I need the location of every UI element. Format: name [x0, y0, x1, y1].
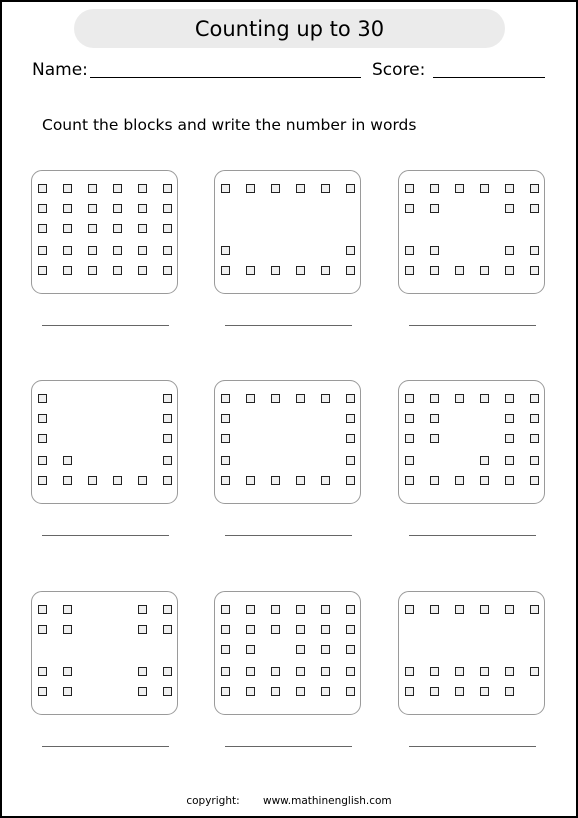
block-square	[505, 266, 514, 275]
block-square	[138, 667, 147, 676]
block-square	[346, 687, 355, 696]
answer-line[interactable]	[225, 535, 352, 536]
block-square	[138, 605, 147, 614]
block-square	[221, 605, 230, 614]
block-square	[221, 394, 230, 403]
block-square	[113, 476, 122, 485]
block-square	[430, 204, 439, 213]
block-square	[138, 204, 147, 213]
block-square	[505, 456, 514, 465]
block-square	[221, 687, 230, 696]
block-square	[246, 476, 255, 485]
block-square	[455, 605, 464, 614]
block-square	[246, 625, 255, 634]
block-square	[63, 266, 72, 275]
block-square	[163, 625, 172, 634]
block-square	[246, 645, 255, 654]
block-square	[163, 204, 172, 213]
block-square	[480, 266, 489, 275]
block-square	[38, 266, 47, 275]
block-square	[480, 394, 489, 403]
answer-line[interactable]	[225, 746, 352, 747]
block-square	[296, 184, 305, 193]
answer-line[interactable]	[409, 325, 536, 326]
block-square	[505, 687, 514, 696]
block-square	[138, 625, 147, 634]
block-square	[221, 456, 230, 465]
block-square	[430, 476, 439, 485]
block-square	[430, 414, 439, 423]
block-square	[321, 394, 330, 403]
block-square	[88, 476, 97, 485]
block-square	[38, 204, 47, 213]
block-square	[430, 394, 439, 403]
block-card	[31, 591, 178, 715]
block-square	[455, 184, 464, 193]
block-square	[530, 414, 539, 423]
block-square	[405, 414, 414, 423]
block-square	[38, 667, 47, 676]
block-square	[38, 476, 47, 485]
block-square	[221, 625, 230, 634]
block-square	[505, 605, 514, 614]
block-square	[221, 476, 230, 485]
block-square	[405, 394, 414, 403]
block-square	[346, 667, 355, 676]
block-card	[214, 380, 361, 504]
block-square	[346, 184, 355, 193]
block-square	[430, 184, 439, 193]
block-square	[271, 687, 280, 696]
block-square	[321, 687, 330, 696]
block-square	[346, 394, 355, 403]
name-line[interactable]	[90, 77, 361, 78]
block-square	[430, 434, 439, 443]
block-square	[246, 667, 255, 676]
block-square	[505, 414, 514, 423]
block-square	[113, 224, 122, 233]
block-square	[321, 605, 330, 614]
block-square	[530, 476, 539, 485]
block-square	[346, 414, 355, 423]
block-square	[38, 434, 47, 443]
block-square	[405, 184, 414, 193]
block-square	[405, 456, 414, 465]
block-square	[38, 394, 47, 403]
block-square	[221, 434, 230, 443]
block-square	[405, 266, 414, 275]
block-square	[138, 184, 147, 193]
block-square	[138, 687, 147, 696]
block-square	[530, 266, 539, 275]
block-square	[530, 184, 539, 193]
block-square	[271, 266, 280, 275]
block-square	[163, 456, 172, 465]
block-square	[321, 667, 330, 676]
block-square	[271, 184, 280, 193]
block-square	[430, 667, 439, 676]
block-square	[63, 476, 72, 485]
instruction-text: Count the blocks and write the number in words	[42, 116, 417, 134]
block-square	[530, 605, 539, 614]
block-square	[163, 605, 172, 614]
block-square	[221, 246, 230, 255]
block-square	[296, 394, 305, 403]
answer-line[interactable]	[409, 535, 536, 536]
block-square	[38, 414, 47, 423]
block-square	[271, 667, 280, 676]
block-square	[113, 266, 122, 275]
block-square	[296, 605, 305, 614]
block-card	[31, 380, 178, 504]
block-square	[455, 266, 464, 275]
block-square	[221, 184, 230, 193]
block-square	[321, 184, 330, 193]
block-square	[321, 266, 330, 275]
block-square	[296, 687, 305, 696]
block-card	[31, 170, 178, 294]
block-square	[113, 204, 122, 213]
block-square	[63, 687, 72, 696]
block-square	[405, 434, 414, 443]
footer	[0, 795, 578, 807]
block-square	[113, 246, 122, 255]
block-square	[405, 605, 414, 614]
block-square	[221, 645, 230, 654]
block-square	[221, 414, 230, 423]
block-square	[163, 434, 172, 443]
block-square	[480, 687, 489, 696]
block-square	[480, 667, 489, 676]
block-square	[88, 266, 97, 275]
block-square	[480, 184, 489, 193]
block-card	[398, 380, 545, 504]
block-square	[113, 184, 122, 193]
block-square	[346, 456, 355, 465]
block-square	[38, 184, 47, 193]
block-square	[505, 184, 514, 193]
block-square	[88, 224, 97, 233]
block-square	[455, 394, 464, 403]
block-square	[38, 605, 47, 614]
block-square	[163, 266, 172, 275]
block-square	[63, 667, 72, 676]
block-square	[271, 476, 280, 485]
block-square	[296, 266, 305, 275]
block-square	[530, 246, 539, 255]
block-square	[321, 476, 330, 485]
block-square	[163, 246, 172, 255]
block-square	[246, 687, 255, 696]
block-square	[480, 605, 489, 614]
block-square	[321, 625, 330, 634]
block-square	[163, 394, 172, 403]
block-square	[530, 667, 539, 676]
answer-line[interactable]	[42, 746, 169, 747]
block-square	[405, 204, 414, 213]
block-square	[346, 266, 355, 275]
block-square	[346, 645, 355, 654]
footer-copyright: copyright:	[186, 795, 240, 807]
block-square	[530, 434, 539, 443]
block-square	[163, 184, 172, 193]
block-square	[271, 394, 280, 403]
block-square	[63, 456, 72, 465]
block-square	[480, 476, 489, 485]
block-square	[530, 456, 539, 465]
block-square	[246, 605, 255, 614]
score-label: Score:	[372, 60, 426, 80]
block-square	[138, 266, 147, 275]
block-square	[63, 246, 72, 255]
block-square	[321, 645, 330, 654]
block-square	[455, 476, 464, 485]
block-card	[214, 170, 361, 294]
block-card	[398, 170, 545, 294]
block-square	[63, 625, 72, 634]
block-square	[296, 476, 305, 485]
block-square	[296, 645, 305, 654]
block-square	[505, 434, 514, 443]
block-square	[296, 667, 305, 676]
block-square	[63, 184, 72, 193]
block-square	[246, 184, 255, 193]
block-square	[63, 204, 72, 213]
name-label: Name:	[32, 60, 88, 80]
block-square	[138, 246, 147, 255]
block-square	[405, 687, 414, 696]
block-square	[88, 246, 97, 255]
block-square	[163, 687, 172, 696]
block-square	[346, 476, 355, 485]
block-square	[430, 605, 439, 614]
block-square	[246, 266, 255, 275]
answer-line[interactable]	[42, 535, 169, 536]
block-square	[346, 434, 355, 443]
block-square	[88, 204, 97, 213]
block-square	[163, 476, 172, 485]
block-square	[455, 687, 464, 696]
block-square	[505, 476, 514, 485]
worksheet-title: Counting up to 30	[74, 9, 505, 48]
block-square	[405, 667, 414, 676]
block-square	[163, 414, 172, 423]
block-square	[530, 204, 539, 213]
block-square	[296, 625, 305, 634]
answer-line[interactable]	[409, 746, 536, 747]
block-square	[38, 246, 47, 255]
answer-line[interactable]	[42, 325, 169, 326]
block-square	[163, 667, 172, 676]
block-square	[163, 224, 172, 233]
block-square	[346, 625, 355, 634]
block-square	[38, 625, 47, 634]
block-square	[221, 266, 230, 275]
block-square	[405, 246, 414, 255]
block-card	[398, 591, 545, 715]
block-square	[271, 605, 280, 614]
block-square	[405, 476, 414, 485]
block-square	[88, 184, 97, 193]
block-square	[38, 687, 47, 696]
block-square	[221, 667, 230, 676]
footer-site: www.mathinenglish.com	[262, 795, 392, 807]
block-square	[505, 667, 514, 676]
block-card	[214, 591, 361, 715]
block-square	[246, 394, 255, 403]
block-square	[346, 246, 355, 255]
block-square	[271, 625, 280, 634]
block-square	[505, 246, 514, 255]
block-square	[505, 204, 514, 213]
answer-line[interactable]	[225, 325, 352, 326]
block-square	[430, 266, 439, 275]
block-square	[455, 667, 464, 676]
block-square	[38, 224, 47, 233]
block-square	[530, 394, 539, 403]
block-square	[63, 605, 72, 614]
block-square	[430, 246, 439, 255]
block-square	[63, 224, 72, 233]
block-square	[138, 476, 147, 485]
block-square	[38, 456, 47, 465]
block-square	[138, 224, 147, 233]
block-square	[346, 605, 355, 614]
block-square	[505, 394, 514, 403]
block-square	[480, 456, 489, 465]
block-square	[430, 687, 439, 696]
score-line[interactable]	[433, 77, 545, 78]
